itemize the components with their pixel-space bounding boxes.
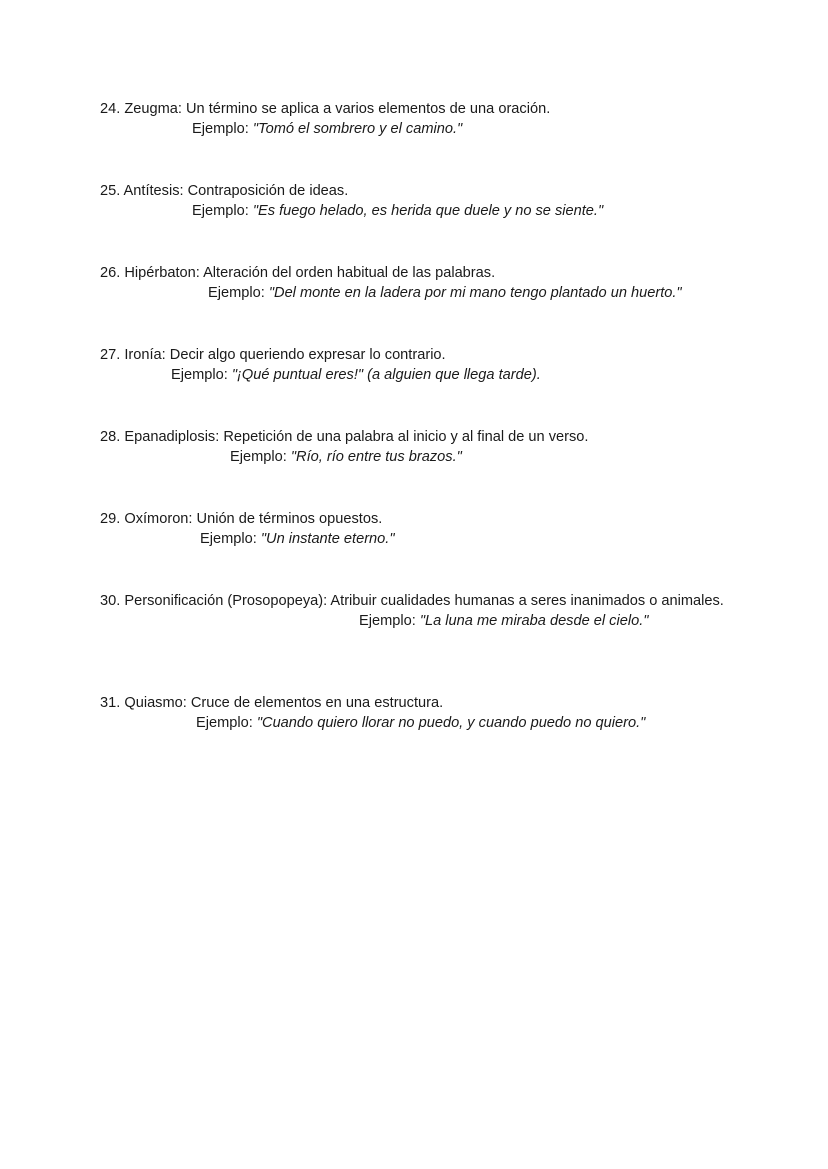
entry-definition: Decir algo queriendo expresar lo contrario. xyxy=(169,347,446,363)
entry-number: 30. xyxy=(100,593,121,609)
entry-term: Personificación (Prosopopeya): xyxy=(124,593,328,609)
example-line xyxy=(100,447,728,467)
entry-definition: Atribuir cualidades humanas a seres inanimados o animales. xyxy=(330,593,724,609)
example-text: "La luna me miraba desde el cielo." xyxy=(419,613,649,629)
example-line xyxy=(100,119,728,139)
example-label: Ejemplo: xyxy=(359,613,416,629)
entry-definition: Alteración del orden habitual de las palabras. xyxy=(203,265,496,281)
entry-number: 28. xyxy=(100,429,121,445)
entry-number: 25. xyxy=(100,183,121,199)
figure-entry-ironia xyxy=(100,345,728,385)
example-label: Ejemplo: xyxy=(192,121,249,137)
example-label: Ejemplo: xyxy=(208,285,265,301)
example-text: "Tomó el sombrero y el camino." xyxy=(252,121,463,137)
definition-line xyxy=(100,345,728,365)
example-line xyxy=(100,201,728,221)
example-text: "Un instante eterno." xyxy=(260,531,395,547)
figure-entry-zeugma xyxy=(100,99,728,139)
example-text: "¡Qué puntual eres!" (a alguien que llega tarde). xyxy=(231,367,541,383)
entry-term: Antítesis: xyxy=(123,183,184,199)
figure-entry-oximoron xyxy=(100,509,728,549)
entry-definition: Cruce de elementos en una estructura. xyxy=(190,695,444,711)
example-label: Ejemplo: xyxy=(230,449,287,465)
entry-term: Epanadiplosis: xyxy=(124,429,220,445)
definition-line xyxy=(100,263,728,283)
figure-entry-hiperbaton xyxy=(100,263,728,303)
definition-line xyxy=(100,181,728,201)
figure-entry-personificacion xyxy=(100,591,728,631)
definition-line xyxy=(100,591,728,611)
entry-term: Hipérbaton: xyxy=(124,265,200,281)
figure-entry-quiasmo xyxy=(100,693,728,733)
example-label: Ejemplo: xyxy=(196,715,253,731)
entry-number: 26. xyxy=(100,265,121,281)
example-text: "Del monte en la ladera por mi mano tengo plantado un huerto." xyxy=(268,285,682,301)
example-text: "Río, río entre tus brazos." xyxy=(290,449,462,465)
entry-definition: Unión de términos opuestos. xyxy=(196,511,383,527)
entry-number: 31. xyxy=(100,695,121,711)
example-text: "Es fuego helado, es herida que duele y no se siente." xyxy=(252,203,604,219)
example-line xyxy=(100,365,728,385)
entry-number: 27. xyxy=(100,347,121,363)
figure-entry-antitesis xyxy=(100,181,728,221)
entry-definition: Repetición de una palabra al inicio y al final de un verso. xyxy=(223,429,589,445)
example-label: Ejemplo: xyxy=(200,531,257,547)
figure-entry-epanadiplosis xyxy=(100,427,728,467)
entry-number: 24. xyxy=(100,101,121,117)
example-label: Ejemplo: xyxy=(192,203,249,219)
entry-term: Oxímoron: xyxy=(124,511,193,527)
example-line xyxy=(100,713,728,733)
definition-line xyxy=(100,99,728,119)
example-line xyxy=(100,529,728,549)
example-line xyxy=(100,611,728,631)
entry-term: Ironía: xyxy=(124,347,166,363)
definition-line xyxy=(100,693,728,713)
entry-term: Zeugma: xyxy=(124,101,182,117)
definition-line xyxy=(100,427,728,447)
entry-term: Quiasmo: xyxy=(124,695,187,711)
example-label: Ejemplo: xyxy=(171,367,228,383)
definition-line xyxy=(100,509,728,529)
entry-definition: Contraposición de ideas. xyxy=(187,183,349,199)
example-text: "Cuando quiero llorar no puedo, y cuando puedo no quiero." xyxy=(256,715,646,731)
entry-number: 29. xyxy=(100,511,121,527)
example-line xyxy=(100,283,728,303)
entry-definition: Un término se aplica a varios elementos de una oración. xyxy=(186,101,551,117)
